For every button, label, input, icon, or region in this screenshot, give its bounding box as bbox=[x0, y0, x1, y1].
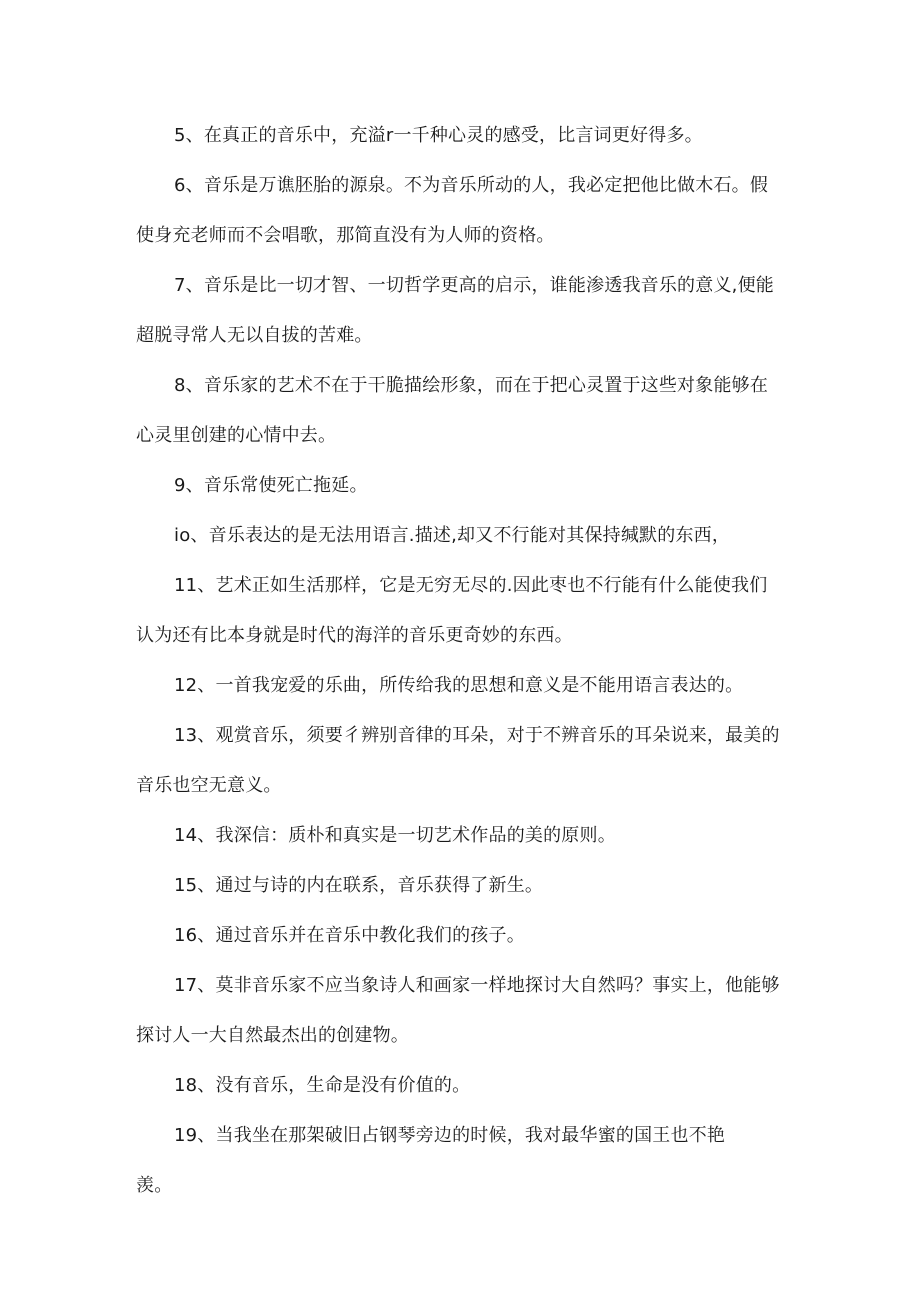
quote-11-line-1: 11、艺术正如生活那样，它是无穷无尽的.因此枣也不行能有什么能使我们 bbox=[174, 575, 768, 596]
quote-19-line-1: 19、当我坐在那架破旧占钢琴旁边的时候，我对最华蜜的国王也不艳 bbox=[174, 1125, 726, 1146]
quote-7-line-2: 超脱寻常人无以自拔的苦难。 bbox=[136, 325, 373, 346]
quote-8-line-1: 8、音乐家的艺术不在于干脆描绘形象，而在于把心灵置于这些对象能够在 bbox=[174, 375, 769, 396]
quote-6-line-1: 6、音乐是万谯胚胎的源泉。不为音乐所动的人，我必定把他比做木石。假 bbox=[174, 175, 769, 196]
quote-15-line-1: 15、通过与诗的内在联系，音乐获得了新生。 bbox=[174, 875, 544, 896]
quote-16-line-1: 16、通过音乐并在音乐中教化我们的孩子。 bbox=[174, 925, 525, 946]
quote-13-line-1: 13、观赏音乐，须要彳辨别音律的耳朵，对于不辨音乐的耳朵说来，最美的 bbox=[174, 725, 780, 746]
quote-13-line-2: 音乐也空无意义。 bbox=[136, 775, 282, 796]
quote-17-line-2: 探讨人一大自然最杰出的创建物。 bbox=[136, 1025, 409, 1046]
quote-9-line-1: 9、音乐常使死亡拖延。 bbox=[174, 475, 368, 496]
quote-10-line-1: io、音乐表达的是无法用语言.描述,却又不行能对其保持缄默的东西， bbox=[174, 525, 731, 546]
quote-19-line-2: 羡。 bbox=[136, 1175, 173, 1196]
quote-14-line-1: 14、我深信：质朴和真实是一切艺术作品的美的原则。 bbox=[174, 825, 616, 846]
quote-8-line-2: 心灵里创建的心情中去。 bbox=[136, 425, 337, 446]
quote-17-line-1: 17、莫非音乐家不应当象诗人和画家一样地探讨大自然吗？事实上，他能够 bbox=[174, 975, 780, 996]
quote-6-line-2: 使身充老师而不会唱歌，那简直没有为人师的资格。 bbox=[136, 225, 555, 246]
quote-18-line-1: 18、没有音乐，生命是没有价值的。 bbox=[174, 1075, 471, 1096]
quote-12-line-1: 12、一首我宠爱的乐曲，所传给我的思想和意义是不能用语言表达的。 bbox=[174, 675, 744, 696]
quote-11-line-2: 认为还有比本身就是时代的海洋的音乐更奇妙的东西。 bbox=[136, 625, 573, 646]
quote-7-line-1: 7、音乐是比一切才智、一切哲学更高的启示，谁能渗透我音乐的意义,便能 bbox=[174, 275, 774, 296]
quote-5-line-1: 5、在真正的音乐中，充溢r一千种心灵的感受，比言词更好得多。 bbox=[174, 125, 703, 146]
